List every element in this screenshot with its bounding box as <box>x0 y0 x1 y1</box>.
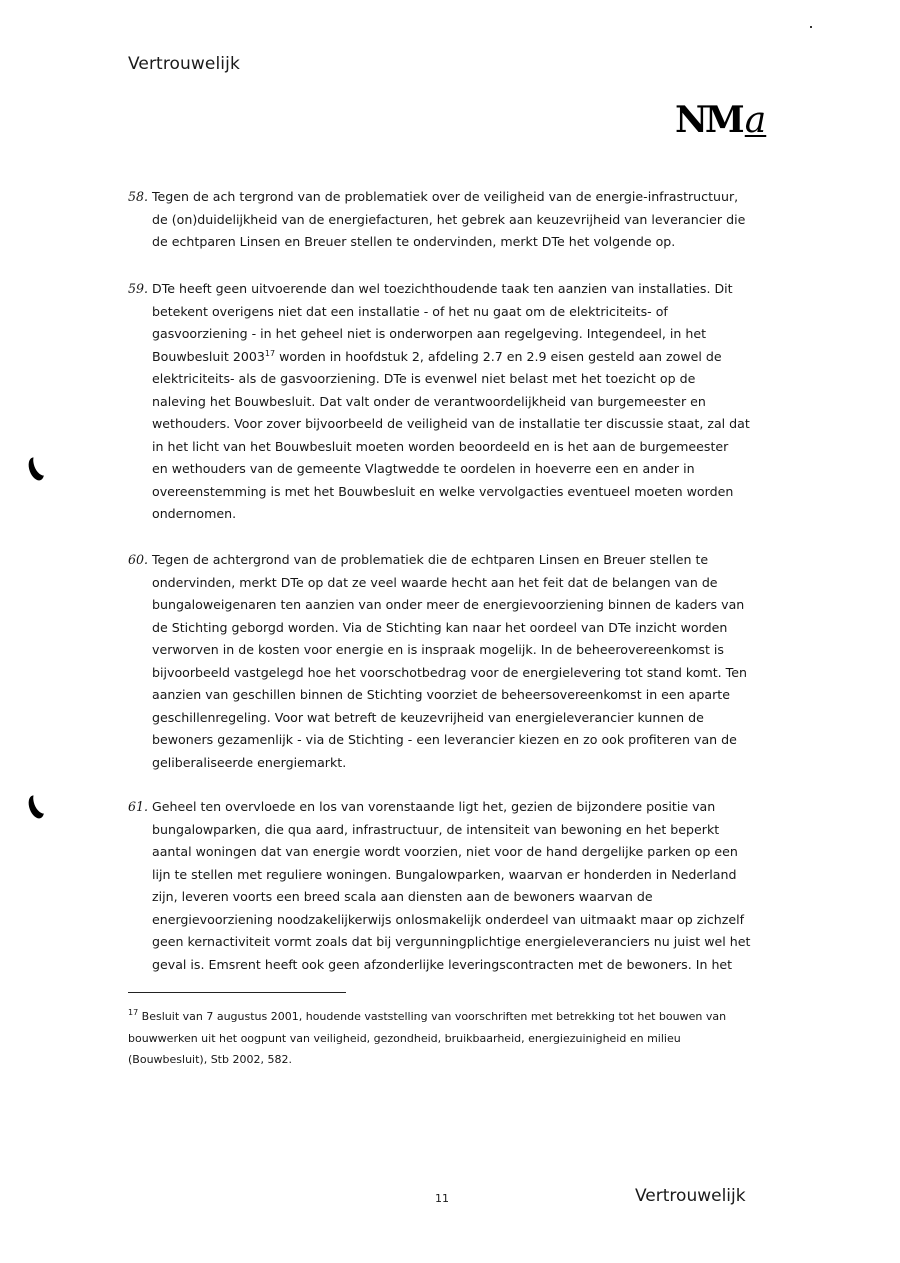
paragraph-line: energievoorziening noodzakelijkerwijs onlosmakelijk onderdeel van uitmaakt maar op zichzelf <box>152 911 745 927</box>
paragraph-line: Geheel ten overvloede en los van vorenstaande ligt het, gezien de bijzondere positie van <box>152 799 716 814</box>
footnote-text: Besluit van 7 augustus 2001, houdende vaststelling van voorschriften met betrekking tot het bouwen van <box>138 1010 727 1023</box>
paragraph-line: DTe heeft geen uitvoerende dan wel toezichthoudende taak ten aanzien van installaties. Dit <box>152 281 733 296</box>
paragraph-line: Tegen de ach tergrond van de problematiek over de veiligheid van de energie-infrastructuur, <box>152 189 739 204</box>
paragraph-line: geen kernactiviteit vormt zoals dat bij vergunningplichtige energieleveranciers nu juist wel het <box>152 934 751 949</box>
scan-artifact-dot <box>810 26 812 28</box>
paragraph-line-with-footnote <box>128 346 753 369</box>
paragraph-number: 60. <box>128 552 149 567</box>
paragraph-line: de (on)duidelijkheid van de energiefacturen, het gebrek aan keuzevrijheid van leverancier die <box>152 211 746 227</box>
logo-text-main: NM <box>675 99 742 141</box>
paragraph-line: betekent overigens niet dat een installatie - of het nu gaat om de elektriciteits- of <box>152 303 668 319</box>
paragraph-line: geschillenregeling. Voor wat betreft de keuzevrijheid van energieleverancier kunnen de <box>152 709 704 725</box>
paragraph-number: 59. <box>128 281 149 296</box>
paragraph-line: ondernomen. <box>152 506 237 521</box>
paragraph-number: 61. <box>128 799 149 814</box>
paragraph-line: aanzien van geschillen binnen de Stichting voorziet de beheersovereenkomst in een aparte <box>152 687 730 702</box>
paragraph-line: in het licht van het Bouwbesluit moeten worden beoordeeld en is het aan de burgemeester <box>152 438 729 454</box>
line-text: Bouwbesluit 2003 <box>152 348 265 364</box>
margin-crescent-mark-icon <box>30 788 51 815</box>
paragraph-line: lijn te stellen met reguliere woningen. Bungalowparken, waarvan er honderden in Nederland <box>152 866 737 882</box>
page-number: 11 <box>435 1192 449 1205</box>
footnote-number: 17 <box>128 1008 139 1017</box>
footnote-17 <box>128 1006 753 1071</box>
footnote-separator <box>128 992 346 993</box>
logo-text-accent: a <box>744 100 767 141</box>
paragraph-line: ondervinden, merkt DTe op dat ze veel waarde hecht aan het feit dat de belangen van de <box>152 574 718 590</box>
paragraph-number: 58. <box>128 189 149 204</box>
paragraph-line: overeenstemming is met het Bouwbesluit en welke vervolgacties eventueel moeten worden <box>152 483 734 499</box>
paragraph-line: naleving het Bouwbesluit. Dat valt onder de verantwoordelijkheid van burgemeester en <box>152 393 706 409</box>
paragraph-line: geliberaliseerde energiemarkt. <box>152 754 347 770</box>
paragraph-line: de Stichting geborgd worden. Via de Stichting kan naar het oordeel van DTe inzicht worden <box>152 619 728 635</box>
paragraph-line: aantal woningen dat van energie wordt voorzien, niet voor de hand dergelijke parken op een <box>152 844 738 859</box>
paragraph-line: geval is. Emsrent heeft ook geen afzonderlijke leveringscontracten met de bewoners. In het <box>152 956 733 972</box>
footnote-line: bouwwerken uit het oogpunt van veiligheid, gezondheid, bruikbaarheid, energiezuinigheid en milieu <box>128 1031 681 1045</box>
nma-logo <box>675 99 767 141</box>
paragraph-line: gasvoorziening - in het geheel niet is onderworpen aan regelgeving. Integendeel, in het <box>152 326 707 341</box>
footnote-line <box>128 1006 753 1028</box>
paragraph-line: bewoners gezamenlijk - via de Stichting - een leverancier kiezen en zo ook profiteren van de <box>152 732 737 747</box>
paragraph-line: verworven in de kosten voor energie en is inspraak mogelijk. In de beheerovereenkomst is <box>152 642 724 657</box>
paragraph-59 <box>128 278 753 526</box>
paragraph-58 <box>128 186 753 254</box>
paragraph-60 <box>128 549 753 774</box>
paragraph-line: bijvoorbeeld vastgelegd hoe het voorschotbedrag voor de energielevering tot stand komt. Ten <box>152 664 747 680</box>
paragraph-line: elektriciteits- als de gasvoorziening. DTe is evenwel niet belast met het toezicht op de <box>152 371 696 386</box>
paragraph-line: de echtparen Linsen en Breuer stellen te ondervinden, merkt DTe het volgende op. <box>152 234 676 249</box>
line-text: worden in hoofdstuk 2, afdeling 2.7 en 2.9 eisen gesteld aan zowel de <box>275 348 722 364</box>
paragraph-line: bungaloweigenaren ten aanzien van onder meer de energievoorziening binnen de kaders van <box>152 597 745 612</box>
footnote-reference[interactable]: 17 <box>264 348 276 358</box>
paragraph-line: Tegen de achtergrond van de problematiek die de echtparen Linsen en Breuer stellen te <box>152 552 709 567</box>
header-confidential-label: Vertrouwelijk <box>128 54 240 74</box>
paragraph-line: en wethouders van de gemeente Vlagtwedde te oordelen in hoeverre een en ander in <box>152 461 695 476</box>
paragraph-line: wethouders. Voor zover bijvoorbeeld de veiligheid van de installatie ter discussie staat, zal dat <box>152 416 750 431</box>
margin-crescent-mark-icon <box>30 450 51 477</box>
footnote-line: (Bouwbesluit), Stb 2002, 582. <box>128 1053 292 1066</box>
paragraph-61 <box>128 796 753 976</box>
paragraph-line: bungalowparken, die qua aard, infrastructuur, de intensiteit van bewoning en het beperkt <box>152 821 720 837</box>
paragraph-line: zijn, leveren voorts een breed scala aan diensten aan de bewoners waarvan de <box>152 889 653 904</box>
footer-confidential-label: Vertrouwelijk <box>635 1186 746 1206</box>
